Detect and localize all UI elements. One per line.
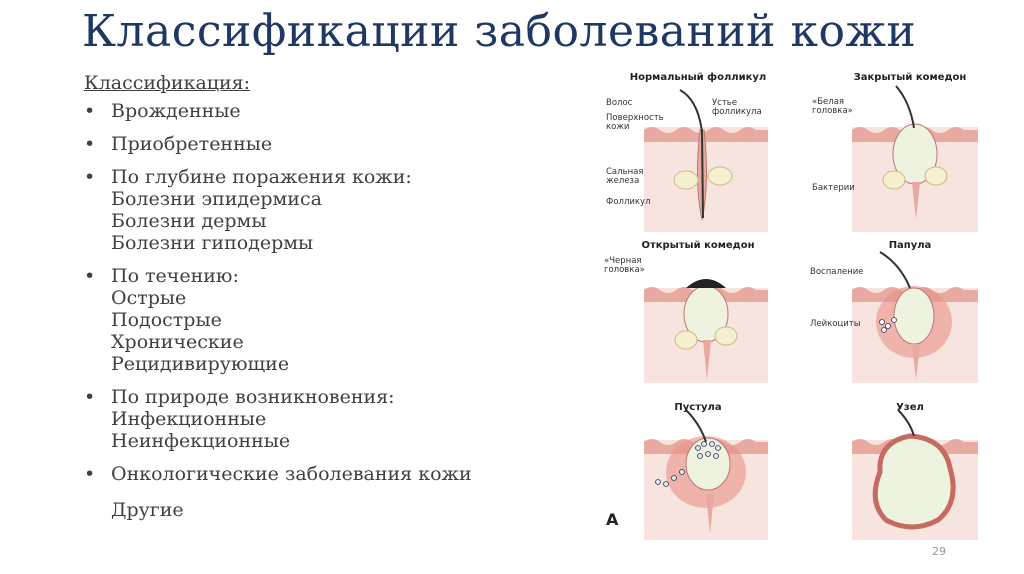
- panel-pustule: [628, 402, 768, 562]
- list-item-label: По глубине поражения кожи:: [111, 166, 412, 188]
- classification-list-block: [84, 72, 564, 521]
- list-item-label: Приобретенные: [111, 133, 273, 155]
- panel-papule: [810, 240, 980, 400]
- label-inflammation: Воспаление: [810, 267, 864, 277]
- slide-title: Классификации заболеваний кожи: [82, 6, 917, 57]
- follicle-illustration: [628, 72, 768, 232]
- pustule-illustration: [628, 402, 768, 542]
- sub-item: Хронические: [111, 331, 244, 353]
- extra-item: Другие: [111, 499, 184, 521]
- list-item-label: Врожденные: [111, 100, 241, 122]
- sub-item: Болезни гиподермы: [111, 232, 314, 254]
- list-item-label: По течению:: [111, 265, 239, 287]
- classification-list: [84, 100, 564, 485]
- list-item: [84, 100, 564, 122]
- label-gland: Сальная железа: [606, 167, 644, 186]
- sub-item: Болезни эпидермиса: [111, 188, 322, 210]
- list-item-label: Онкологические заболевания кожи: [111, 463, 472, 485]
- figure-panel-letter: А: [606, 510, 619, 529]
- sub-item: Инфекционные: [111, 408, 267, 430]
- panel-title: Открытый комедон: [641, 240, 755, 251]
- panel-closed-comedone: [812, 72, 980, 232]
- sub-item: Болезни дермы: [111, 210, 267, 232]
- label-surface: Поверхность кожи: [606, 113, 664, 132]
- panel-title: Узел: [896, 402, 924, 413]
- panel-title: Пустула: [674, 402, 722, 413]
- sub-item: Подострые: [111, 309, 222, 331]
- closed-comedone-illustration: [840, 72, 980, 232]
- label-bacteria: Бактерии: [812, 183, 855, 193]
- panel-normal-follicle: [606, 72, 768, 232]
- panel-open-comedone: [604, 240, 768, 400]
- list-item: [84, 166, 564, 254]
- list-item: [84, 386, 564, 452]
- panel-title: Закрытый комедон: [853, 72, 967, 83]
- label-leukocytes: Лейкоциты: [810, 319, 861, 329]
- list-item: [84, 265, 564, 375]
- page-number: 29: [932, 545, 946, 558]
- label-follicle: Фолликул: [606, 197, 651, 207]
- label-white-head: «Белая головка»: [812, 97, 853, 116]
- label-hair: Волос: [606, 98, 633, 108]
- sub-item: Острые: [111, 287, 187, 309]
- open-comedone-illustration: [628, 240, 768, 400]
- list-item: [84, 463, 564, 485]
- list-heading: Классификация:: [84, 72, 251, 94]
- label-mouth: Устье фолликула: [712, 98, 762, 117]
- label-black-head: «Черная головка»: [604, 256, 645, 275]
- list-item: [84, 133, 564, 155]
- sub-item: Неинфекционные: [111, 430, 291, 452]
- papule-illustration: [840, 240, 980, 400]
- panel-title: Папула: [888, 240, 932, 251]
- list-item-label: По природе возникновения:: [111, 386, 395, 408]
- sub-item: Рецидивирующие: [111, 353, 290, 375]
- nodule-illustration: [840, 402, 980, 542]
- panel-title: Нормальный фолликул: [629, 72, 767, 83]
- panel-nodule: [840, 402, 980, 562]
